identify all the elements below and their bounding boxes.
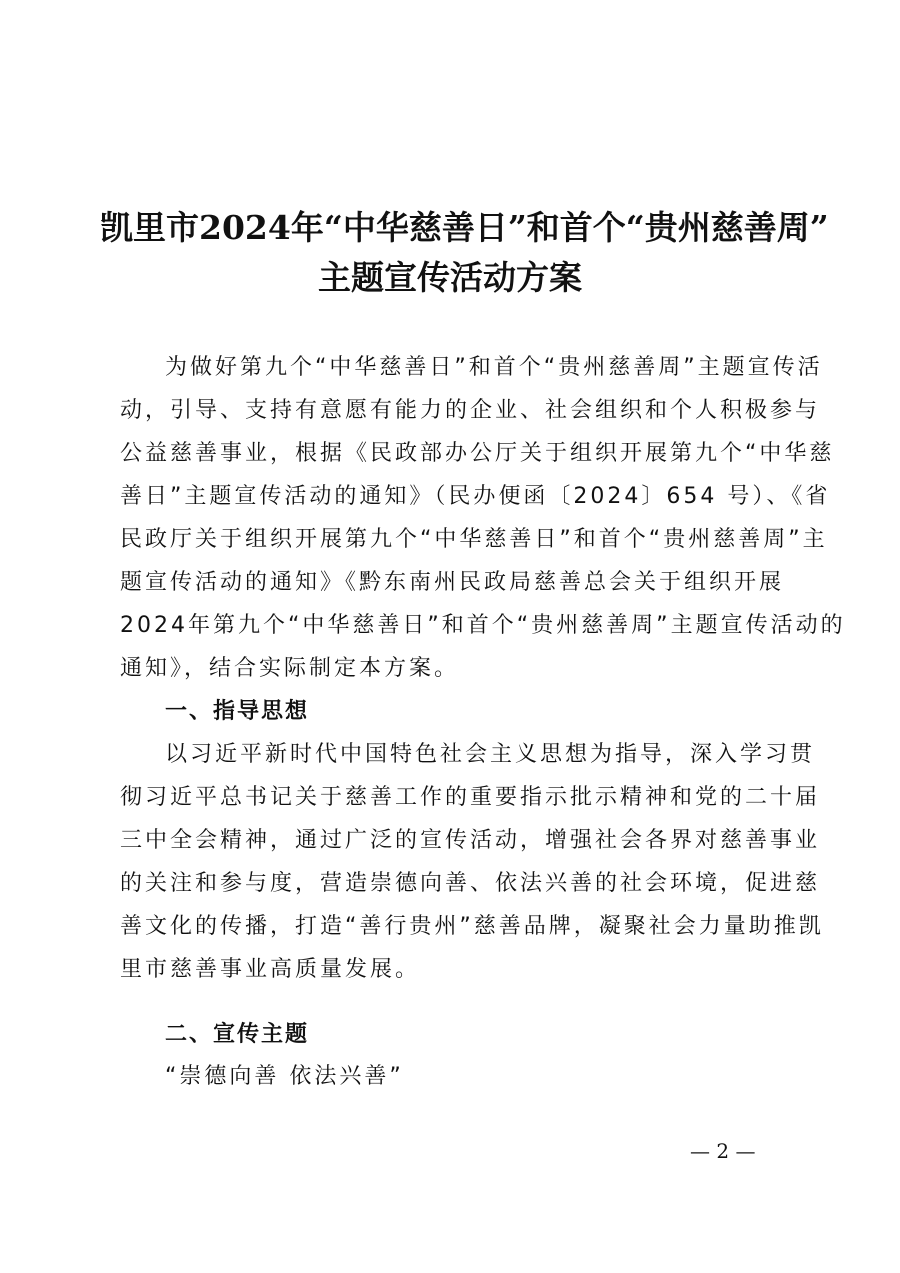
section1-paragraph-line: 里市慈善事业高质量发展。 [120, 957, 421, 982]
intro-paragraph-line: 动，引导、支持有意愿有能力的企业、社会组织和个人积极参与 [120, 398, 821, 423]
intro-paragraph-line: 通知》，结合实际制定本方案。 [120, 656, 460, 681]
intro-paragraph-line: 题宣传活动的通知》《黔东南州民政局慈善总会关于组织开展 [120, 570, 785, 595]
page-number: — 2 — [690, 1139, 756, 1163]
intro-paragraph-line: 善日”主题宣传活动的通知》（民办便函〔2024〕654 号）、《省 [120, 484, 831, 509]
section1-paragraph-line: 彻习近平总书记关于慈善工作的重要指示批示精神和党的二十届 [120, 785, 821, 810]
document-title-line-2: 主题宣传活动方案 [318, 258, 582, 297]
document-title-line-1: 凯里市2024年“中华慈善日”和首个“贵州慈善周” [100, 208, 829, 247]
theme-text: “崇德向善 依法兴善” [165, 1064, 404, 1089]
intro-paragraph-line: 公益慈善事业，根据《民政部办公厅关于组织开展第九个“中华慈 [120, 441, 835, 466]
intro-paragraph-line: 2024年第九个“中华慈善日”和首个“贵州慈善周”主题宣传活动的 [120, 613, 846, 638]
intro-paragraph-line: 为做好第九个“中华慈善日”和首个“贵州慈善周”主题宣传活 [165, 355, 823, 380]
section1-paragraph-line: 三中全会精神，通过广泛的宣传活动，增强社会各界对慈善事业 [120, 828, 821, 853]
section1-paragraph-line: 以习近平新时代中国特色社会主义思想为指导，深入学习贯 [165, 742, 816, 767]
section1-paragraph-line: 的关注和参与度，营造崇德向善、依法兴善的社会环境，促进慈 [120, 871, 821, 896]
section1-paragraph-line: 善文化的传播，打造“善行贵州”慈善品牌，凝聚社会力量助推凯 [120, 914, 824, 939]
section-heading-theme: 二、宣传主题 [165, 1022, 310, 1047]
intro-paragraph-line: 民政厅关于组织开展第九个“中华慈善日”和首个“贵州慈善周”主 [120, 527, 828, 552]
section-heading-guiding-ideology: 一、指导思想 [165, 699, 310, 724]
